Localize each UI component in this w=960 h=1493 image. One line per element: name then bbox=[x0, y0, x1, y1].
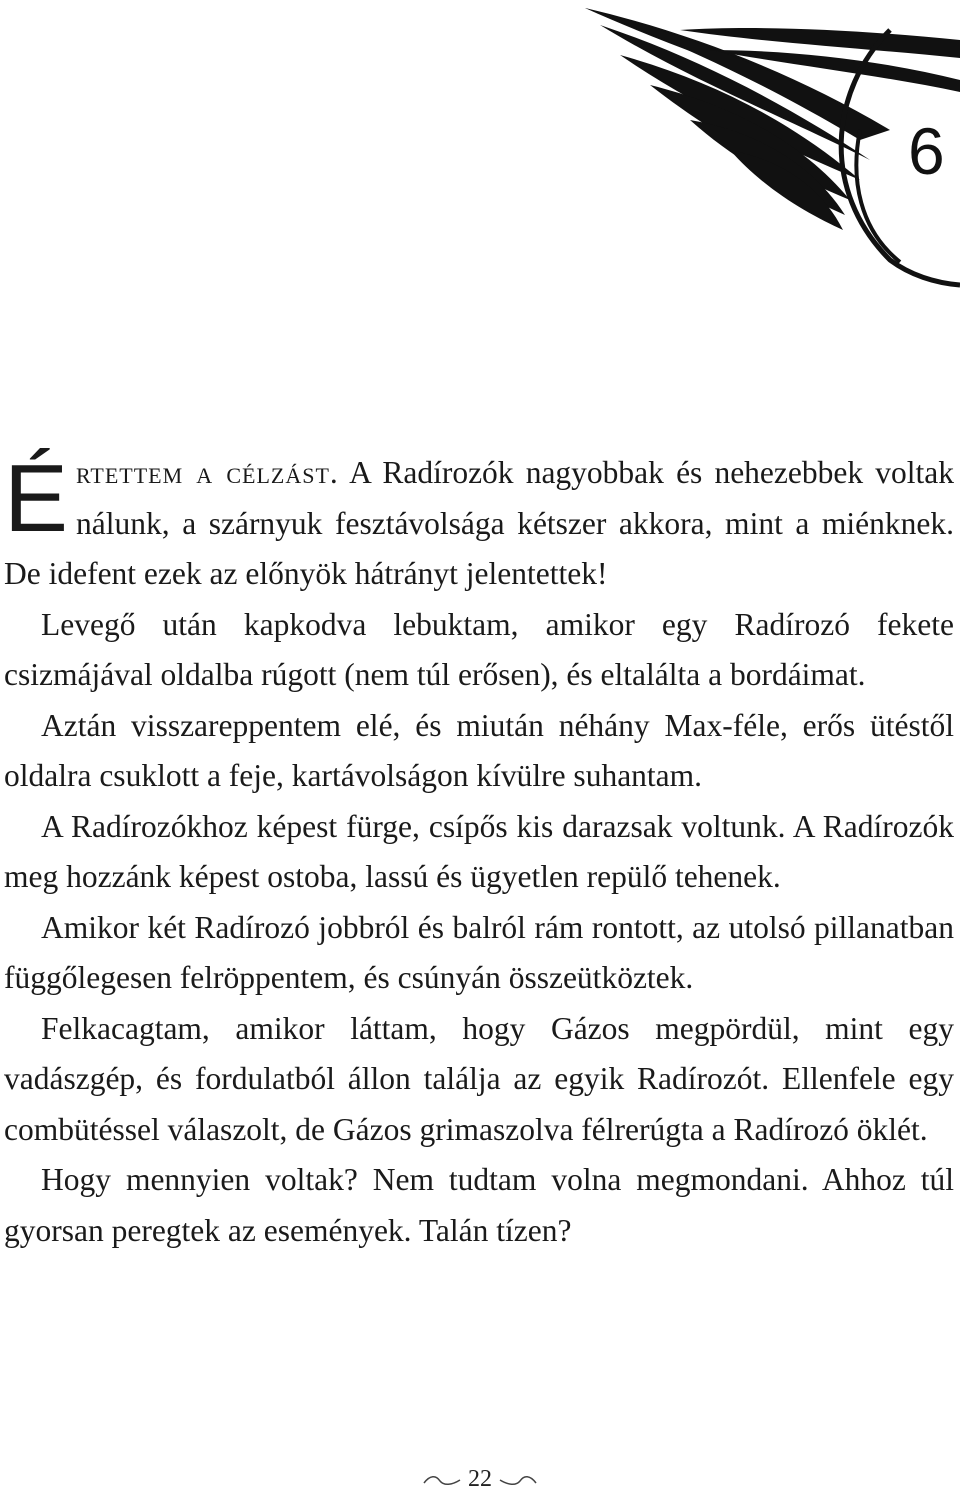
page-number: 22 bbox=[468, 1466, 492, 1492]
paragraph: Levegő után kapkodva lebuktam, amikor egy Radírozó fekete csizmájával oldalba rúgott (nem túl erősen), és eltalálta a bordáimat. bbox=[4, 606, 954, 692]
paragraph: A Radírozókhoz képest fürge, csípős kis darazsak voltunk. A Radírozók meg hozzánk képest ostoba, lassú és ügyetlen repülő tehenek. bbox=[4, 808, 954, 894]
drop-cap: É bbox=[4, 445, 69, 552]
wing-icon bbox=[560, 0, 960, 300]
paragraph: Hogy mennyien voltak? Nem tudtam volna megmondani. Ahhoz túl gyorsan peregtek az események. Talán tízen? bbox=[4, 1162, 954, 1248]
page-footer bbox=[0, 1466, 960, 1493]
body-text bbox=[4, 445, 954, 1256]
paragraph-text: A Radírozók nagyobbak és nehezebbek voltak nálunk, a szárnyuk fesztávolsága kétszer akkora, mint a miénknek. De idefent ezek az előnyök hátrányt jelentettek! bbox=[4, 455, 954, 591]
swirl-right-icon bbox=[498, 1473, 538, 1487]
chapter-number: 6 bbox=[908, 114, 945, 188]
paragraph: Amikor két Radírozó jobbról és balról rám rontott, az utolsó pillanatban függőlegesen felröppentem, és csúnyán összeütköztek. bbox=[4, 909, 954, 995]
swirl-left-icon bbox=[422, 1473, 462, 1487]
paragraph: Felkacagtam, amikor láttam, hogy Gázos megpördül, mint egy vadászgép, és fordulatból állon találja az egyik Radírozót. Ellenfele egy combütéssel válaszolt, de Gázos grimaszolva félrerúgta a Radírozó öklét. bbox=[4, 1010, 954, 1147]
paragraph-opening bbox=[4, 445, 954, 600]
paragraph: Aztán visszareppentem elé, és miután néhány Max-féle, erős ütéstől oldalra csuklott a feje, kartávolságon kívülre suhantam. bbox=[4, 707, 954, 793]
lead-in: rtettem a célzást. bbox=[76, 455, 339, 490]
